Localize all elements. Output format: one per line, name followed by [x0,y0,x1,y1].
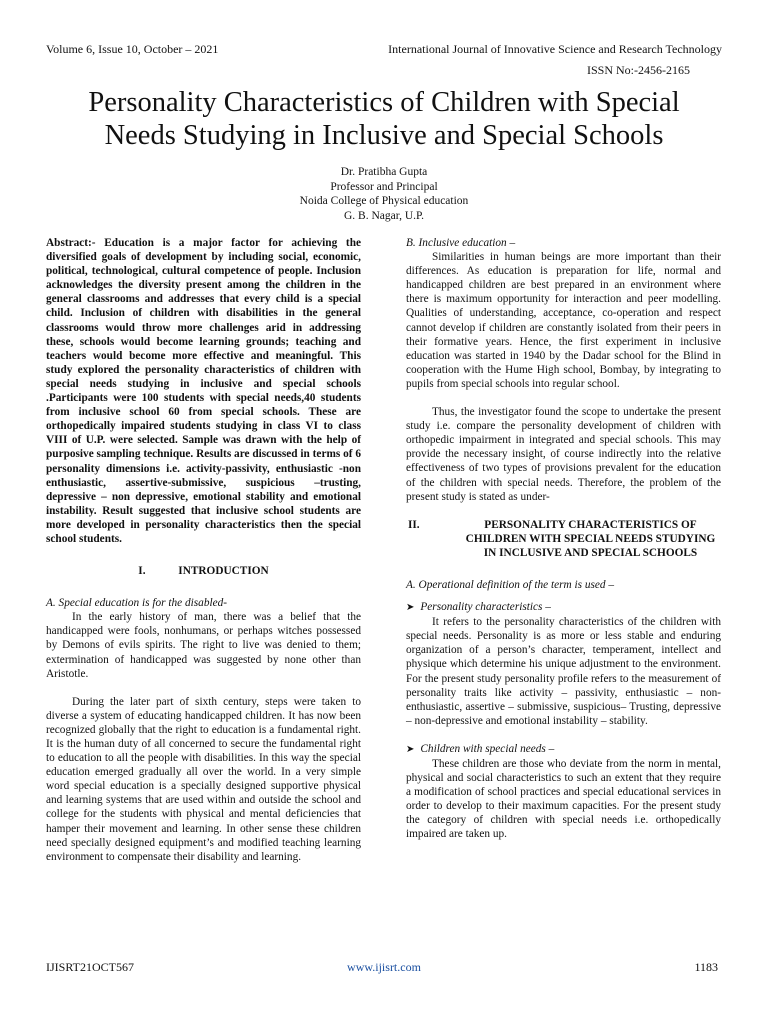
paper-id: IJISRT21OCT567 [46,960,134,974]
subsection-1b-title: B. Inclusive education – [406,237,516,249]
author-name: Dr. Pratibha Gupta [340,166,428,178]
issn: ISSN No:-2456-2165 [586,63,690,77]
title-line-2: Needs Studying in Inclusive and Special Schools [104,120,664,151]
author-location: G. B. Nagar, U.P. [343,209,425,222]
subsection-1a-title: A. Special education is for the disabled- [46,597,228,610]
abstract-text: Education is a major factor for achieving the diversified goals of development by including social, economic, political, technological, cultural competence of people. Inclusion acknowledges the diversity present among the children in the general classrooms and addresses that every child is a special child. Inclusion of children with disabilities in the general classrooms would throw more challenges arid in addressing these, schools would become learning grounds; teaching and teachers would become more effective and meaningful. This study explored the personality characteristics of children with special needs studying in inclusive and special schools .Participants were 100 students with special needs,40 students from inclusive school 60 from special schools. These are orthopedically impaired students studying in class VI to class VIII of U.P. were selected. Sample was drawn with the help of purposive sampling technique. Results are discussed in terms of 6 personality dimensions i.e. activity-passivity, enthusiastic -non enthusiastic, assertive-submissive, suspicious –trusting, depressive – non depressive, emotional stability and emotional instability. Result suggested that inclusive school students are more developed in personality characteristics then the special school students. [46,237,361,545]
bullet-2-text: These children are those who deviate from the norm in mental, physical and social characteristics to such an extent that they require a modification of school practices and special educational services in order to develop to their maximum capacities. For the present study the category of children with special needs i.e. orthopedically impaired are taken up. [406,758,721,841]
arrow-bullet-icon: ➤ [406,602,415,614]
section-1-paragraph-2: During the later part of sixth century, steps were taken to diverse a system of educating handicapped children. It has now been recognized globally that the right to education is a fundamental right. It is the human duty of all concerned to secure the fundamental right to education to all the people with disabilities. In this way the special education emerged gradually all over the world. In a very simple word special education is a specially designed supportive physical and learning systems that are used within and outside the school and college for the students with physical and mental deficiencies that hamper their movement and learning. In other sense these children need specially designed equipment’s and modified teaching learning environment to compensate their disability and learning. [46,695,361,863]
section-2-number: II. [408,518,420,531]
journal-name: International Journal of Innovative Science and Research Technology [388,42,722,56]
section-1-heading [46,564,361,578]
section-1-paragraph-3: Similarities in human beings are more important than their differences. As education is preparation for life, normal and handicapped children are best prepared in an environment where there is maximum opportunity for interaction and peer modelling. Qualities of understanding, acceptance, co-operation and respect cannot develop if children are constantly isolated from their peers in their formative years. Hence, the first experiment in inclusive education was started in 1940 by the Dadar school for the Blind in cooperation with the Hume High school, Bombay, by integrating to pupils from special schools into regular school. [406,251,721,390]
right-column [406,236,721,842]
volume-info: Volume 6, Issue 10, October – 2021 [46,42,219,56]
section-1-paragraph-1: In the early history of man, there was a belief that the handicapped were fools, nonhumans, or perhaps witches possessed by Demons of evils spirits. The right to live was denied to them; extermination of handicapped was suggested by none other than Aristotle. [46,611,361,680]
paper-title [40,86,728,152]
section-1-paragraph-4: Thus, the investigator found the scope to undertake the present study i.e. compare the personality development of children with orthopedic impairment in integrated and special schools. This may provide the necessary insight, of course indirectly into the relative effectiveness of two types of provisions prevalent for the education of the children with special needs. Therefore, the problem of the present study is stated as under- [406,406,721,503]
bullet-1-text: It refers to the personality characteristics of the children with special needs. Personality is as more or less stable and enduring organization of a person’s character, temperament, intellect and physique which determine his unique adjustment to the environment. For the present study personality profile refers to the measurement of personality traits like activity – passivity, enthusiastic – non-enthusiastic, assertive – submissive, suspicious– Trusting, depressive – non-depressive and emotional instability – stability. [406,616,721,727]
bullet-personality [406,600,721,615]
author-institution: Noida College of Physical education [299,195,469,207]
section-1-number: I. [138,565,146,578]
title-line-1: Personality Characteristics of Children with Special [88,87,680,118]
journal-website-link[interactable]: www.ijisrt.com [347,960,421,974]
subsection-2a-title: A. Operational definition of the term is used – [406,578,615,591]
section-1-title: INTRODUCTION [178,565,269,578]
author-block [0,165,768,223]
section-2-title: PERSONALITY CHARACTERISTICS OF CHILDREN WITH SPECIAL NEEDS STUDYING IN INCLUSIVE AND SPECIAL SCHOOLS [465,518,716,559]
bullet-special-needs [406,742,721,757]
author-role: Professor and Principal [330,180,438,193]
abstract [46,236,361,546]
arrow-bullet-icon: ➤ [406,743,415,755]
bullet-1-title: Personality characteristics – [420,601,551,614]
bullet-2-title: Children with special needs – [420,742,555,755]
page-number: 1183 [694,960,718,974]
left-column [46,236,361,864]
abstract-label: Abstract:- [46,237,96,249]
section-2-heading [406,518,721,560]
